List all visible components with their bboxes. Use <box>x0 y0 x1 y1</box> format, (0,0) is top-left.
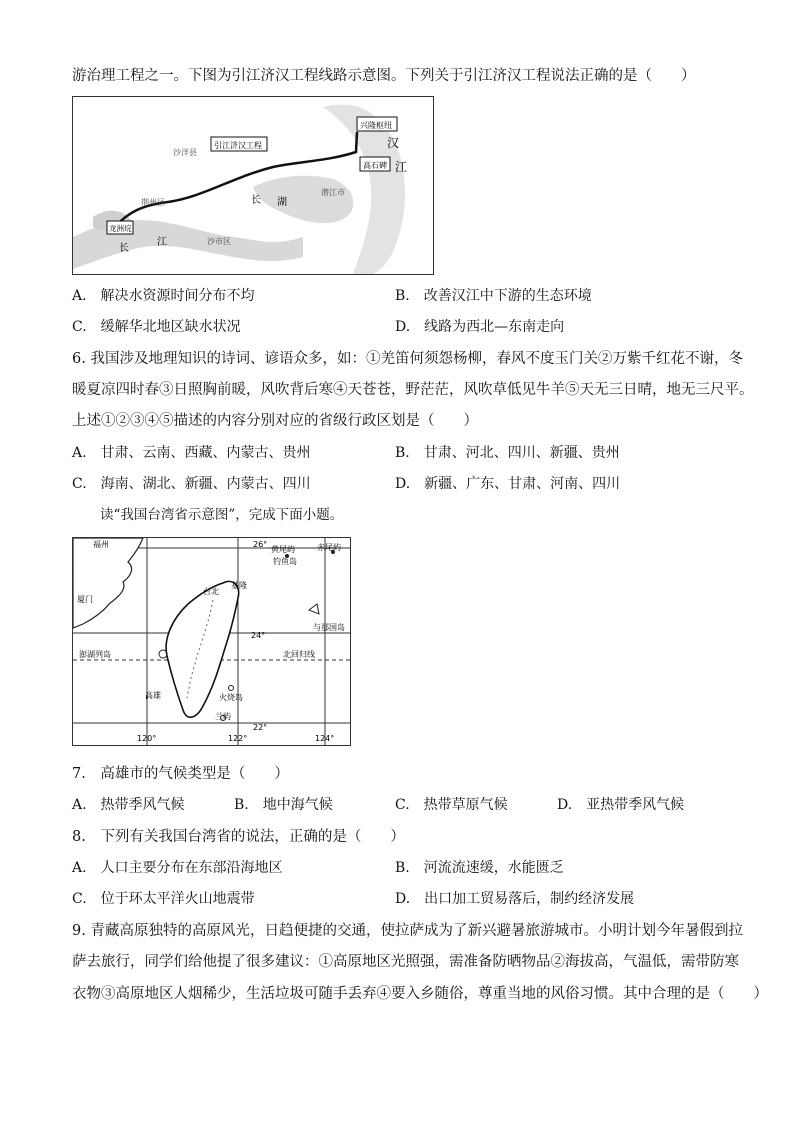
label-lon122: 122° <box>228 734 248 743</box>
q8-option-d[interactable]: D. 出口加工贸易落后，制约经济发展 <box>395 891 635 907</box>
reading-intro: 读“我国台湾省示意图”，完成下面小题。 <box>100 507 344 523</box>
q7-option-b[interactable]: B. 地中海气候 <box>234 797 333 813</box>
q6-option-b[interactable]: B. 甘肃、河北、四川、新疆、贵州 <box>395 445 620 461</box>
q6-stem-line3: 上述①②③④⑤描述的内容分别对应的省级行政区划是（ ） <box>72 413 478 429</box>
label-hu1: 长 <box>251 195 261 206</box>
q7-stem: 7. 高雄市的气候类型是（ ） <box>72 766 289 782</box>
q5-option-d[interactable]: D. 线路为西北—东南走向 <box>395 319 565 335</box>
label-huangwei: 黄尾屿 <box>271 545 295 554</box>
penghu-islands <box>159 650 167 658</box>
label-jingzhou: 荆州区 <box>141 198 165 207</box>
taiwan-map-svg <box>73 538 350 745</box>
taiwan-map <box>72 537 351 746</box>
label-hu2: 湖 <box>277 197 287 208</box>
q8-option-b[interactable]: B. 河流流速缓，水能匮乏 <box>395 860 564 876</box>
label-lon120: 120° <box>137 734 157 743</box>
q5-option-c[interactable]: C. 缓解华北地区缺水状况 <box>72 319 241 335</box>
label-diaoyu: 钓鱼岛 <box>273 557 297 566</box>
label-chiwei: 赤尾屿 <box>317 543 341 552</box>
label-penghu: 澎湖列岛 <box>79 650 111 659</box>
label-han1: 汉 <box>387 136 400 150</box>
q6-option-d[interactable]: D. 新疆、广东、甘肃、河南、四川 <box>395 476 621 492</box>
q6-option-a[interactable]: A. 甘肃、云南、西藏、内蒙古、贵州 <box>72 445 311 461</box>
q8-stem: 8. 下列有关我国台湾省的说法，正确的是（ ） <box>72 829 405 845</box>
huoshao-island <box>229 686 234 691</box>
label-xingshan: 兴隆枢纽 <box>360 121 392 130</box>
label-lat24: 24° <box>251 631 266 640</box>
q9-stem-line3: 衣物③高原地区人烟稀少，生活垃圾可随手丢弃④要入乡随俗，尊重当地的风俗习惯。其中合理的是（ ） <box>72 986 768 1002</box>
changhu-lake <box>253 176 353 223</box>
label-shayang: 沙洋县 <box>173 148 197 157</box>
label-fuzhou: 福州 <box>93 540 109 549</box>
q6-stem-line1: 6. 我国涉及地理知识的诗词、谚语众多，如：①羌笛何须怨杨柳，春风不度玉门关②万紫千红花不谢，冬 <box>72 351 743 367</box>
q8-option-a[interactable]: A. 人口主要分布在东部沿海地区 <box>72 860 283 876</box>
label-xiamen: 厦门 <box>77 595 93 604</box>
yinjiangjihan-map <box>72 96 434 275</box>
yonaguni-island <box>309 604 319 614</box>
q7-option-c[interactable]: C. 热带草原气候 <box>395 797 508 813</box>
label-zhang: 长 <box>119 243 129 254</box>
label-lanyu: 兰屿 <box>215 712 231 721</box>
label-han2: 江 <box>395 160 408 174</box>
label-gaoshiqiao: 高石碑 <box>363 161 387 170</box>
q5-option-a[interactable]: A. 解决水资源时间分布不均 <box>72 288 255 304</box>
q9-stem-line1: 9. 青藏高原独特的高原风光，日趋便捷的交通，使拉萨成为了新兴避暑旅游城市。小明计划今年暑假到拉 <box>72 923 743 939</box>
label-tropic: 北回归线 <box>283 650 315 659</box>
label-jiang: 江 <box>157 237 167 248</box>
q6-option-c[interactable]: C. 海南、湖北、新疆、内蒙古、四川 <box>72 476 311 492</box>
mainland-coast <box>73 538 143 628</box>
q6-stem-line2: 暖夏凉四时春③日照胸前暖，风吹背后寒④天苍苍，野茫茫，风吹草低见牛羊⑤天无三日晴，地无三尺平。 <box>72 382 754 398</box>
q7-option-d[interactable]: D. 亚热带季风气候 <box>557 797 685 813</box>
label-huoshao: 火烧岛 <box>219 693 243 702</box>
q5-option-b[interactable]: B. 改善汉江中下游的生态环境 <box>395 288 592 304</box>
label-lat26: 26° <box>253 540 268 549</box>
label-qianjiang: 潜江市 <box>321 188 345 197</box>
label-gaoxiong: 高雄 <box>145 691 161 700</box>
q5-stem: 游治理工程之一。下图为引江济汉工程线路示意图。下列关于引江济汉工程说法正确的是（ ） <box>72 68 696 84</box>
label-lon124: 124° <box>315 734 335 743</box>
label-yonaguni: 与那国岛 <box>313 623 345 632</box>
label-shashi: 沙市区 <box>207 237 231 246</box>
label-lat22: 22° <box>253 723 268 732</box>
q9-stem-line2: 萨去旅行，同学们给他提了很多建议：①高原地区光照强，需准备防晒物品②海拔高，气温低，需带防寒 <box>72 954 739 970</box>
label-taibei: 台北 <box>203 587 219 596</box>
q8-option-c[interactable]: C. 位于环太平洋火山地震带 <box>72 891 255 907</box>
label-project: 引江济汉工程 <box>214 141 262 150</box>
label-longzhou: 龙洲垸 <box>109 224 132 233</box>
yinjiangjihan-map-svg <box>73 97 433 274</box>
q7-option-a[interactable]: A. 热带季风气候 <box>72 797 185 813</box>
label-jilong: 基隆 <box>231 581 247 590</box>
